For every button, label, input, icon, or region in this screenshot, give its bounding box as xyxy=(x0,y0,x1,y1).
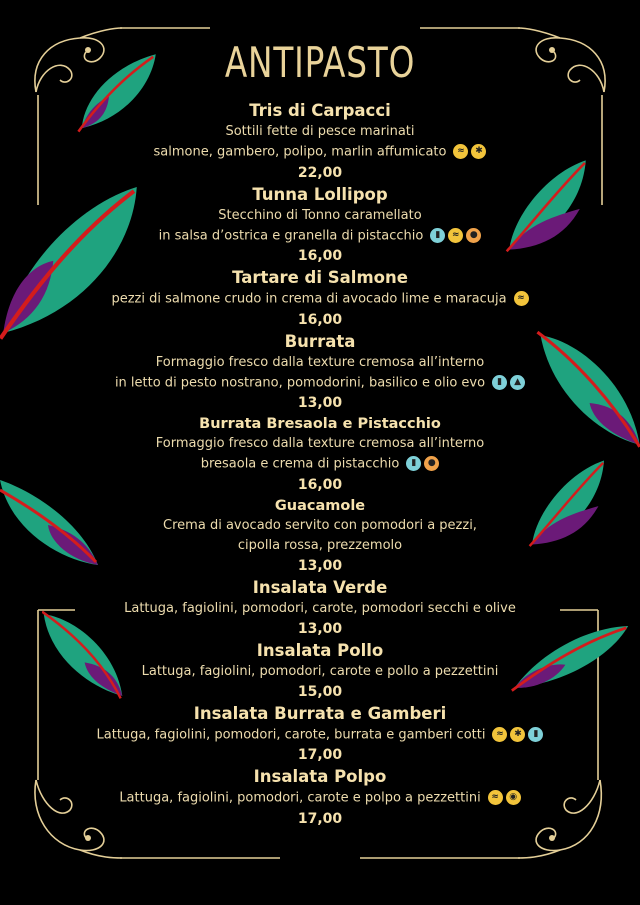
dish-description: cipolla rossa, prezzemolo xyxy=(237,537,403,553)
dish-price: 17,00 xyxy=(297,747,343,763)
dish-name: Insalata Pollo xyxy=(256,640,384,660)
dish-description: Crema di avocado servito con pomodori a pezzi, xyxy=(163,517,477,533)
dish-name: Tris di Carpacci xyxy=(249,101,391,120)
dish-description: Sottili fette di pesce marinati xyxy=(225,124,415,139)
menu-item xyxy=(0,267,640,331)
menu-item xyxy=(0,184,640,268)
dish-name: Tunna Lollipop xyxy=(252,184,388,204)
dish-name: Guacamole xyxy=(274,497,366,514)
crustacean-allergen-icon: ✱ xyxy=(510,727,525,742)
fish-allergen-icon: ≈ xyxy=(448,228,463,243)
allergen-icons xyxy=(489,373,525,393)
menu-item xyxy=(0,100,640,184)
dish-name: Insalata Verde xyxy=(252,577,388,597)
dish-description: Lattuga, fagiolini, pomodori, carote, pomodori secchi e olive xyxy=(124,600,516,616)
fish-allergen-icon: ≈ xyxy=(488,790,503,805)
dish-price: 15,00 xyxy=(297,683,343,700)
dish-price: 16,00 xyxy=(297,476,343,493)
menu-item xyxy=(0,640,640,703)
nuts-allergen-icon: ● xyxy=(466,228,481,243)
menu-item xyxy=(0,496,640,577)
menu-item xyxy=(0,577,640,640)
dish-description: Formaggio fresco dalla texture cremosa all’interno xyxy=(155,436,485,451)
milk-allergen-icon: ▮ xyxy=(406,456,421,471)
dish-price: 22,00 xyxy=(297,164,343,181)
dish-description: Lattuga, fagiolini, pomodori, carote e polpo a pezzettini ≈ ◉ xyxy=(0,788,640,809)
dish-name: Insalata Burrata e Gamberi xyxy=(193,703,447,723)
page-title: ANTIPASTO xyxy=(224,38,416,87)
dish-description: Formaggio fresco dalla texture cremosa all’interno xyxy=(155,354,485,370)
garlic-allergen-icon: ▲ xyxy=(510,375,525,390)
milk-allergen-icon: ▮ xyxy=(492,375,507,390)
dish-price: 13,00 xyxy=(297,557,343,574)
dish-name: Burrata Bresaola e Pistacchio xyxy=(199,416,441,432)
allergen-icons xyxy=(403,454,439,474)
dish-price: 13,00 xyxy=(297,395,343,411)
allergen-icons xyxy=(511,289,529,309)
dish-name: Insalata Polpo xyxy=(253,767,387,786)
dish-price: 16,00 xyxy=(297,311,343,328)
dish-description: in letto di pesto nostrano, pomodorini, basilico e olio evo ▮ ▲ xyxy=(0,373,640,394)
dish-description: salmone, gambero, polipo, marlin affumicato ≈ ✱ xyxy=(0,142,640,163)
menu-item xyxy=(0,766,640,830)
dish-name: Tartare di Salmone xyxy=(232,268,408,287)
dish-name: Burrata xyxy=(284,331,356,351)
menu-item xyxy=(0,414,640,496)
menu-item xyxy=(0,331,640,415)
dish-price: 17,00 xyxy=(297,810,343,827)
dish-description: Stecchino di Tonno caramellato xyxy=(218,207,422,223)
dish-price: 13,00 xyxy=(297,620,343,637)
fish-allergen-icon: ≈ xyxy=(492,727,507,742)
fish-allergen-icon: ≈ xyxy=(514,291,529,306)
crustacean-allergen-icon: ✱ xyxy=(471,144,486,159)
dish-description: pezzi di salmone crudo in crema di avocado lime e maracuja ≈ xyxy=(0,289,640,310)
nuts-allergen-icon: ● xyxy=(424,456,439,471)
dish-description: bresaola e crema di pistacchio ▮ ● xyxy=(0,454,640,475)
allergen-icons xyxy=(450,142,486,162)
menu-list xyxy=(0,100,640,830)
allergen-icons xyxy=(489,725,543,745)
dish-description: Lattuga, fagiolini, pomodori, carote, burrata e gamberi cotti ≈ ✱ ▮ xyxy=(0,725,640,746)
dish-price: 16,00 xyxy=(297,248,343,264)
milk-allergen-icon: ▮ xyxy=(528,727,543,742)
fish-allergen-icon: ≈ xyxy=(453,144,468,159)
dish-description: Lattuga, fagiolini, pomodori, carote e pollo a pezzettini xyxy=(141,663,499,679)
dish-description: in salsa d’ostrica e granella di pistacchio ▮ ≈ ● xyxy=(0,226,640,247)
mollusc-allergen-icon: ◉ xyxy=(506,790,521,805)
menu-item xyxy=(0,703,640,767)
allergen-icons xyxy=(485,788,521,808)
soy-allergen-icon: ▮ xyxy=(430,228,445,243)
allergen-icons xyxy=(427,226,481,246)
